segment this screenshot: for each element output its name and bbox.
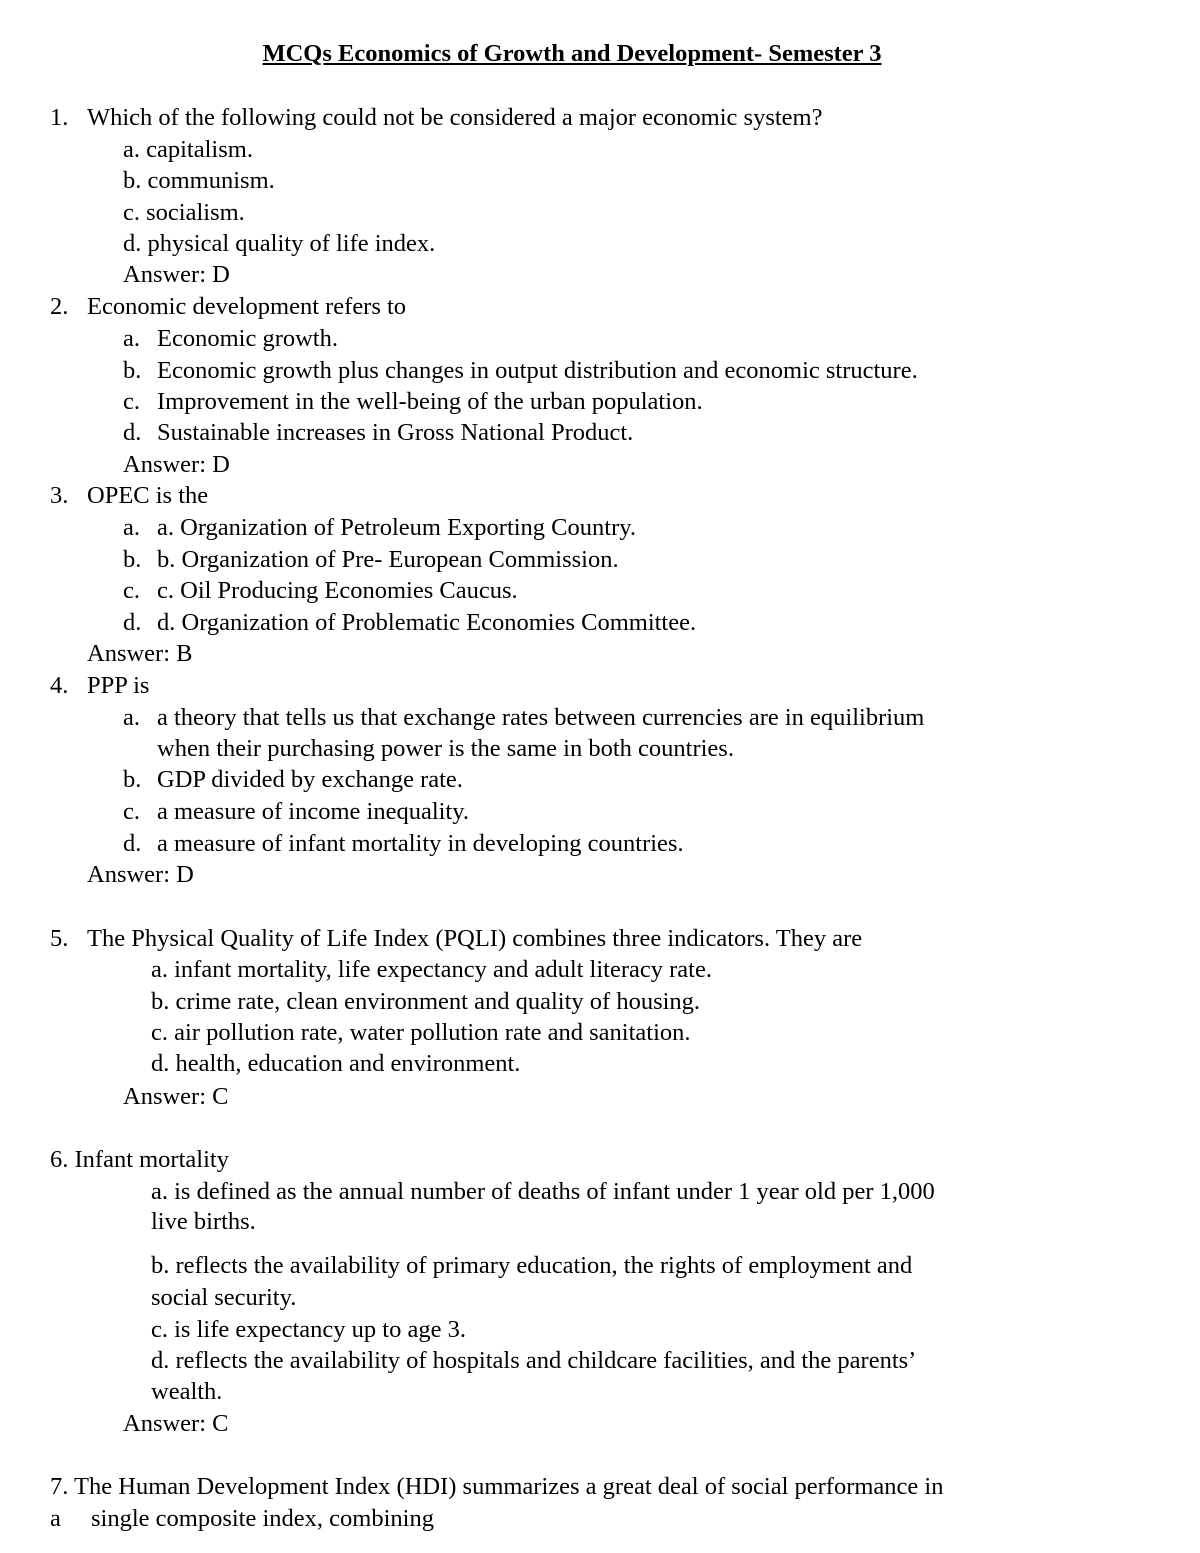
question-number: 2. xyxy=(50,293,69,320)
question-number: 1. xyxy=(50,104,69,131)
option-b-letter: b. xyxy=(123,766,142,793)
option-c-letter: c. xyxy=(123,577,140,604)
answer: Answer: C xyxy=(123,1410,229,1437)
option-c: Improvement in the well-being of the urban population. xyxy=(157,388,703,415)
question-number: 3. xyxy=(50,482,69,509)
option-d: Sustainable increases in Gross National Product. xyxy=(157,419,634,446)
option-d-continued: wealth. xyxy=(151,1378,223,1405)
option-c: c. Oil Producing Economies Caucus. xyxy=(157,577,518,604)
option-a: a. is defined as the annual number of deaths of infant under 1 year old per 1,000 xyxy=(151,1178,935,1205)
option-a: a. capitalism. xyxy=(123,136,253,163)
option-a: Economic growth. xyxy=(157,325,338,352)
option-d: a measure of infant mortality in developing countries. xyxy=(157,830,684,857)
question-number: 4. xyxy=(50,672,69,699)
option-a: a. Organization of Petroleum Exporting Country. xyxy=(157,514,637,541)
option-b-letter: b. xyxy=(123,546,142,573)
option-b: b. communism. xyxy=(123,167,275,194)
option-d-letter: d. xyxy=(123,830,142,857)
option-a-letter: a. xyxy=(123,514,140,541)
option-d: d. health, education and environment. xyxy=(151,1050,521,1077)
option-a-continued: live births. xyxy=(151,1208,256,1235)
option-a-letter: a. xyxy=(123,325,140,352)
option-a-continued: when their purchasing power is the same in both countries. xyxy=(157,735,734,762)
option-a: a. infant mortality, life expectancy and adult literacy rate. xyxy=(151,956,712,983)
question-text: 7. The Human Development Index (HDI) summarizes a great deal of social performance in xyxy=(50,1473,944,1500)
option-b: GDP divided by exchange rate. xyxy=(157,766,463,793)
option-c: c. socialism. xyxy=(123,199,245,226)
option-b: b. reflects the availability of primary education, the rights of employment and xyxy=(151,1252,913,1279)
option-a: a theory that tells us that exchange rates between currencies are in equilibrium xyxy=(157,704,925,731)
option-d: d. physical quality of life index. xyxy=(123,230,436,257)
option-a-letter: a. xyxy=(123,704,140,731)
question-text: PPP is xyxy=(87,672,150,699)
question-text: Which of the following could not be considered a major economic system? xyxy=(87,104,823,131)
question-text-lead: a xyxy=(50,1505,61,1532)
option-d: d. Organization of Problematic Economies Committee. xyxy=(157,609,697,636)
answer: Answer: D xyxy=(123,261,230,288)
answer: Answer: B xyxy=(87,640,193,667)
question-text: OPEC is the xyxy=(87,482,209,509)
option-b: b. crime rate, clean environment and quality of housing. xyxy=(151,988,701,1015)
option-b-continued: social security. xyxy=(151,1284,297,1311)
option-b: b. Organization of Pre- European Commission. xyxy=(157,546,619,573)
option-c: c. air pollution rate, water pollution rate and sanitation. xyxy=(151,1019,691,1046)
answer: Answer: D xyxy=(123,451,230,478)
answer: Answer: C xyxy=(123,1083,229,1110)
option-c: a measure of income inequality. xyxy=(157,798,470,825)
option-b-letter: b. xyxy=(123,357,142,384)
option-c-letter: c. xyxy=(123,798,140,825)
question-text: The Physical Quality of Life Index (PQLI) combines three indicators. They are xyxy=(87,925,863,952)
question-number: 5. xyxy=(50,925,69,952)
question-text-continued: single composite index, combining xyxy=(91,1505,434,1532)
page-title: MCQs Economics of Growth and Development- Semester 3 xyxy=(262,40,882,67)
question-text: 6. Infant mortality xyxy=(50,1146,229,1173)
option-d: d. reflects the availability of hospitals and childcare facilities, and the parents’ xyxy=(151,1347,917,1374)
option-d-letter: d. xyxy=(123,609,142,636)
option-c: c. is life expectancy up to age 3. xyxy=(151,1316,466,1343)
option-d-letter: d. xyxy=(123,419,142,446)
option-b: Economic growth plus changes in output distribution and economic structure. xyxy=(157,357,918,384)
option-c-letter: c. xyxy=(123,388,140,415)
answer: Answer: D xyxy=(87,861,194,888)
question-text: Economic development refers to xyxy=(87,293,407,320)
